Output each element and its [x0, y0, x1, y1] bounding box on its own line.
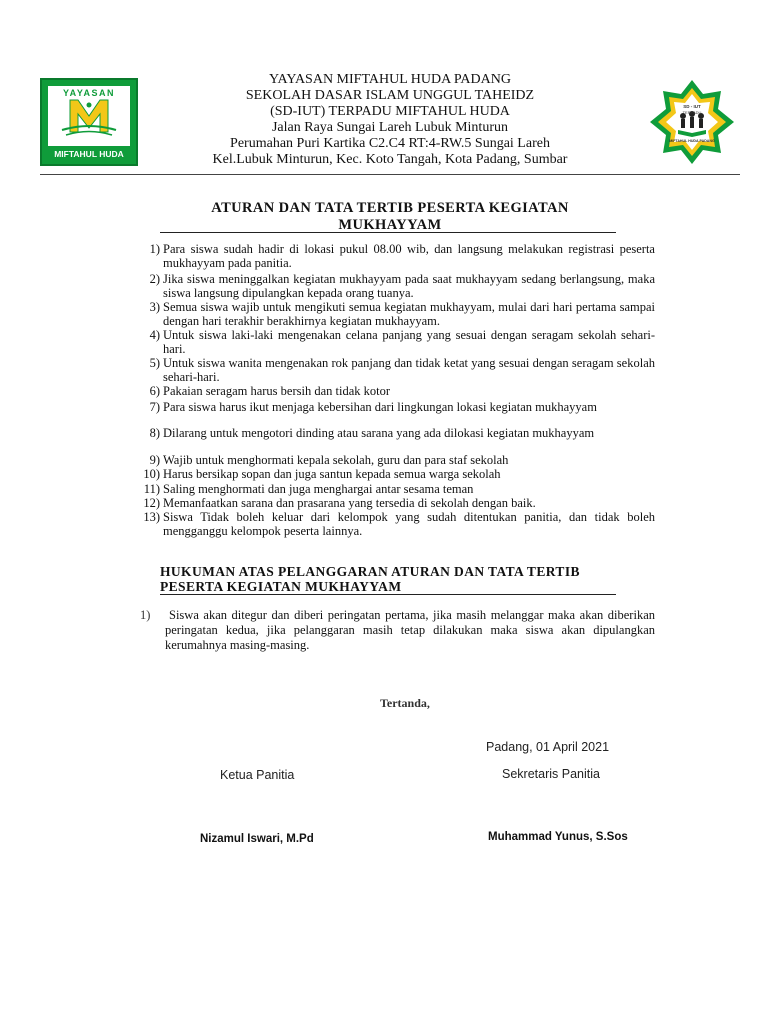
rule-text: Harus bersikap sopan dan juga santun kepada semua warga sekolah [163, 467, 501, 481]
rule-number: 4) [149, 328, 160, 342]
rule-number: 5) [149, 356, 160, 370]
rule-text: Wajib untuk menghormati kepala sekolah, guru dan para staf sekolah [163, 453, 509, 467]
rule-text: Dilarang untuk mengotori dinding atau sarana yang ada dilokasi kegiatan mukhayyam [163, 426, 595, 440]
logo-terpadu-text: TERPADU [682, 110, 702, 115]
rule-text: Untuk siswa laki-laki mengenakan celana panjang yang sesuai dengan seragam sekolah sehari-hari. [163, 328, 655, 356]
left-signer-name: Nizamul Iswari, M.Pd [200, 833, 314, 845]
punishment-text: Siswa akan ditegur dan diberi peringatan pertama, jika masih melanggar maka akan diberikan peringatan kedua, jika pelanggaran masih tetap dilakukan maka siswa akan dipulangkan kerumahnya masing-masing. [165, 608, 655, 652]
place-date: Padang, 01 April 2021 [486, 740, 610, 754]
right-signer-name: Muhammad Yunus, S.Sos [488, 831, 628, 843]
right-signer-role: Sekretaris Panitia [502, 767, 600, 781]
rule-number: 6) [149, 384, 160, 398]
punishment-number: 1) [140, 608, 151, 622]
tertanda-label: Tertanda, [380, 696, 430, 710]
rule-text: Untuk siswa wanita mengenakan rok panjang dan tidak ketat yang sesuai dengan seragam sekolah sehari-hari. [163, 356, 655, 384]
rules-title-line1: ATURAN DAN TATA TERTIB PESERTA KEGIATAN [211, 200, 569, 216]
header-school-name: SEKOLAH DASAR ISLAM UNGGUL TAHEIDZ [245, 88, 535, 103]
rule-number: 2) [149, 272, 160, 286]
punishment-title-line2: PESERTA KEGIATAN MUKHAYYAM [160, 579, 402, 594]
rules-title-underline [160, 232, 616, 233]
rule-text: Siswa Tidak boleh keluar dari kelompok yang sudah ditentukan panitia, dan tidak boleh mengganggu kelompok peserta lainnya. [163, 510, 655, 538]
sd-iut-logo [644, 78, 740, 166]
rule-number: 11) [143, 482, 160, 496]
header-school-abbr: (SD-IUT) TERPADU MIFTAHUL HUDA [270, 104, 510, 119]
rule-number: 3) [149, 300, 160, 314]
rule-text: Semua siswa wajib untuk mengikuti semua kegiatan mukhayyam, mulai dari hari pertama sampai dengan hari terakhir berakhirnya kegiatan mukhayyam. [163, 300, 655, 328]
rule-text: Para siswa sudah hadir di lokasi pukul 08.00 wib, dan langsung melakukan registrasi peserta mukhayyam pada panitia. [163, 242, 655, 270]
rules-title-line2: MUKHAYYAM [338, 217, 442, 233]
rule-number: 10) [143, 467, 160, 481]
rule-text: Para siswa harus ikut menjaga kebersihan dari lingkungan lokasi kegiatan mukhayyam [163, 400, 597, 414]
punishment-title-underline [160, 594, 616, 595]
rule-text: Pakaian seragam harus bersih dan tidak kotor [163, 384, 391, 398]
logo-sd-iut-text: SD - IUT [683, 104, 701, 109]
m-emblem-icon [48, 86, 130, 146]
rule-number: 13) [143, 510, 160, 524]
header-divider [40, 174, 740, 175]
logo-yayasan-text: YAYASAN [62, 88, 116, 98]
header-address-district: Kel.Lubuk Minturun, Kec. Koto Tangah, Kota Padang, Sumbar [212, 152, 568, 167]
left-signer-role: Ketua Panitia [220, 768, 295, 782]
rule-number: 1) [149, 242, 160, 256]
logo-school-name-text: MIFTAHUL HUDA PADANG [669, 139, 715, 143]
rule-text: Saling menghormati dan juga menghargai antar sesama teman [163, 482, 474, 496]
rule-number: 8) [149, 426, 160, 440]
rule-number: 7) [149, 400, 160, 414]
rule-number: 12) [143, 496, 160, 510]
yayasan-logo [40, 78, 138, 166]
rule-text: Memanfaatkan sarana dan prasarana yang tersedia di sekolah dengan baik. [163, 496, 536, 510]
logo-miftahul-huda-text: MIFTAHUL HUDA [54, 149, 124, 159]
rule-text: Jika siswa meninggalkan kegiatan mukhayyam pada saat mukhayyam sedang berlangsung, maka siswa langsung dipulangkan kepada orang tuanya. [163, 272, 655, 300]
header-address-housing: Perumahan Puri Kartika C2.C4 RT:4-RW.5 Sungai Lareh [230, 136, 550, 151]
header-foundation-name: YAYASAN MIFTAHUL HUDA PADANG [269, 72, 511, 87]
octagram-emblem-icon [644, 78, 740, 166]
header-address-street: Jalan Raya Sungai Lareh Lubuk Minturun [271, 120, 508, 135]
rule-number: 9) [149, 453, 160, 467]
punishment-title-line1: HUKUMAN ATAS PELANGGARAN ATURAN DAN TATA TERTIB [160, 564, 580, 579]
